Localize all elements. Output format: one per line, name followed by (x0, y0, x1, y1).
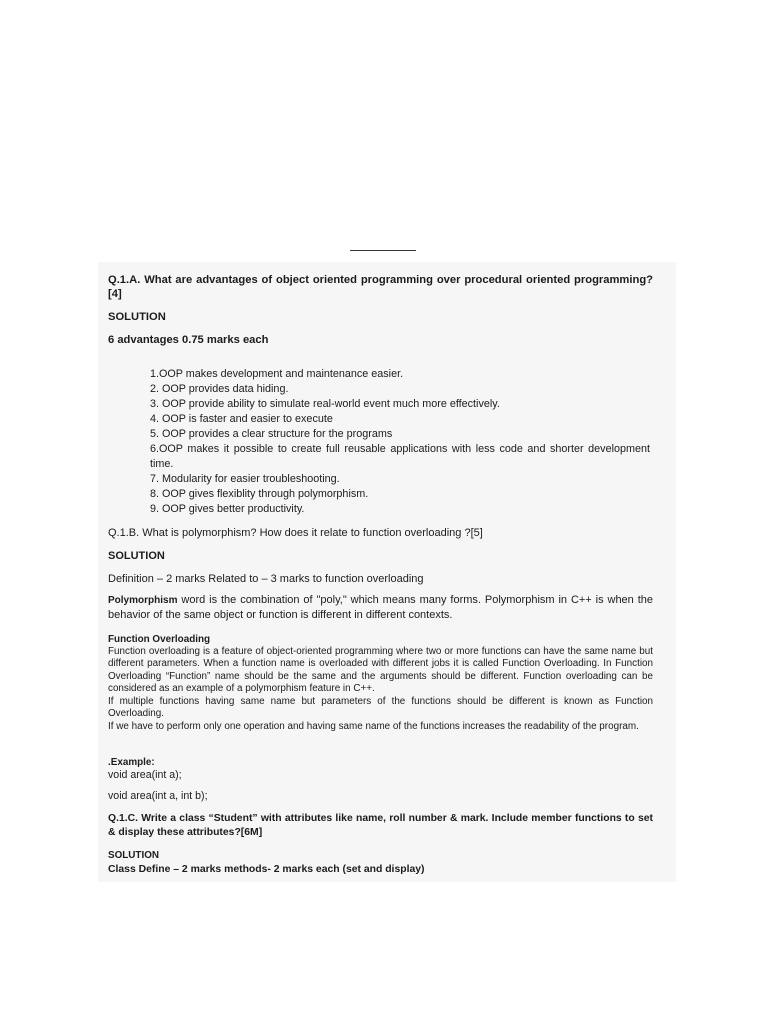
q1a-marks: 6 advantages 0.75 marks each (108, 334, 269, 346)
q1c-marks: Class Define – 2 marks methods- 2 marks each (set and display) (108, 864, 425, 875)
list-item: 4. OOP is faster and easier to execute (150, 413, 333, 425)
q1c-question: Q.1.C. Write a class “Student” with attributes like name, roll number & mark. Include member functions to set & display these attributes?[6M] (108, 813, 653, 838)
example-code-2: void area(int a, int b); (108, 790, 208, 802)
list-item: 8. OOP gives flexiblity through polymorphism. (150, 488, 369, 500)
q1b-solution-heading: SOLUTION (108, 550, 165, 562)
list-item: 1.OOP makes development and maintenance easier. (150, 368, 404, 380)
example-label: .Example: (108, 757, 155, 768)
list-item: 5. OOP provides a clear structure for the programs (150, 428, 393, 440)
q1a-solution-heading: SOLUTION (108, 311, 166, 323)
q1b-question: Q.1.B. What is polymorphism? How does it relate to function overloading ?[5] (108, 527, 483, 539)
list-item: 2. OOP provides data hiding. (150, 383, 289, 395)
list-item: 9. OOP gives better productivity. (150, 503, 305, 515)
example-code-1: void area(int a); (108, 769, 182, 781)
q1a-question: Q.1.A. What are advantages of object oriented programming over procedural oriented programming?[4] (108, 274, 653, 300)
list-item: 7. Modularity for easier troubleshooting. (150, 473, 340, 485)
function-overloading-text-2: If multiple functions having same name but parameters of the functions should be different is known as Function Overloading. (108, 696, 653, 720)
list-item: 3. OOP provide ability to simulate real-world event much more effectively. (150, 398, 500, 410)
q1b-marks: Definition – 2 marks Related to – 3 marks to function overloading (108, 573, 424, 585)
function-overloading-heading: Function Overloading (108, 634, 211, 645)
polymorphism-definition (108, 593, 653, 623)
top-rule (350, 250, 416, 251)
function-overloading-text-3: If we have to perform only one operation and having same name of the functions increases the readability of the program. (108, 721, 639, 732)
advantages-list (150, 367, 650, 517)
q1c-solution-heading: SOLUTION (108, 850, 160, 861)
list-item: 6.OOP makes it possible to create full reusable applications with less code and shorter development time. (150, 443, 650, 470)
polymorphism-term: Polymorphism (108, 595, 178, 606)
polymorphism-text: word is the combination of "poly," which means many forms. Polymorphism in C++ is when the behavior of the same object or function is different in different contexts. (108, 594, 653, 621)
function-overloading-text: Function overloading is a feature of object-oriented programming where two or more functions can have the same name but different parameters. When a function name is overloaded with different jobs it is called Function Overloading. In Function Overloading “Function” name should be the same and the arguments should be different. Function overloading can be considered as an example of a polymorphism feature in C++. (108, 646, 653, 694)
